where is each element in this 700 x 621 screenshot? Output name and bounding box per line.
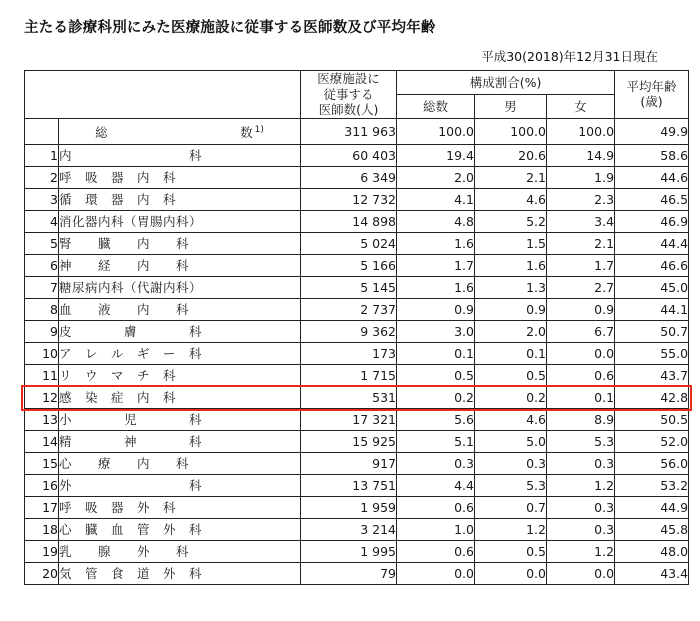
row-label: 神 経 内 科 xyxy=(59,255,301,277)
row-number: 14 xyxy=(25,431,59,453)
table-row xyxy=(25,453,689,475)
table-row xyxy=(25,145,689,167)
cell-average-age: 43.4 xyxy=(615,563,689,585)
cell-ratio-total: 5.6 xyxy=(397,409,475,431)
cell-average-age: 50.7 xyxy=(615,321,689,343)
header-blank-corner xyxy=(25,71,301,119)
table-row xyxy=(25,211,689,233)
cell-ratio-total: 1.0 xyxy=(397,519,475,541)
table-row xyxy=(25,277,689,299)
cell-doctors: 13 751 xyxy=(301,475,397,497)
table-row xyxy=(25,233,689,255)
cell-ratio-total: 100.0 xyxy=(397,118,475,144)
header-doctors-line2: 従事する xyxy=(323,86,374,102)
cell-average-age: 45.8 xyxy=(615,519,689,541)
header-ratio-total: 総数 xyxy=(397,94,475,118)
cell-average-age: 55.0 xyxy=(615,343,689,365)
cell-ratio-female: 5.3 xyxy=(547,431,615,453)
row-number: 6 xyxy=(25,255,59,277)
cell-doctors: 12 732 xyxy=(301,189,397,211)
header-doctors-line3: 医師数(人) xyxy=(318,102,379,118)
cell-average-age: 48.0 xyxy=(615,541,689,563)
row-label: 呼 吸 器 外 科 xyxy=(59,497,301,519)
table-body xyxy=(25,118,689,584)
cell-ratio-male: 1.3 xyxy=(475,277,547,299)
header-ratio-group: 構成割合(%) xyxy=(397,71,615,95)
row-number: 9 xyxy=(25,321,59,343)
as-of-date: 平成30(2018)年12月31日現在 xyxy=(481,49,658,64)
row-label: 心 臓 血 管 外 科 xyxy=(59,519,301,541)
page-title: 主たる診療科別にみた医療施設に従事する医師数及び平均年齢 xyxy=(24,20,436,36)
row-label: 皮 膚 科 xyxy=(59,321,301,343)
table-header xyxy=(25,71,689,119)
cell-ratio-total: 0.5 xyxy=(397,365,475,387)
cell-average-age: 52.0 xyxy=(615,431,689,453)
row-number: 2 xyxy=(25,167,59,189)
cell-ratio-female: 1.9 xyxy=(547,167,615,189)
statistics-table xyxy=(24,70,689,585)
cell-average-age: 45.0 xyxy=(615,277,689,299)
header-doctors xyxy=(301,71,397,119)
cell-doctors: 531 xyxy=(301,387,397,409)
cell-average-age: 44.4 xyxy=(615,233,689,255)
header-ratio-female: 女 xyxy=(547,94,615,118)
cell-average-age: 46.6 xyxy=(615,255,689,277)
row-label: 内 科 xyxy=(59,145,301,167)
row-number: 17 xyxy=(25,497,59,519)
row-label: 心 療 内 科 xyxy=(59,453,301,475)
row-number: 18 xyxy=(25,519,59,541)
cell-ratio-female: 2.7 xyxy=(547,277,615,299)
cell-ratio-female: 0.0 xyxy=(547,563,615,585)
cell-doctors: 1 959 xyxy=(301,497,397,519)
cell-doctors: 917 xyxy=(301,453,397,475)
cell-doctors: 311 963 xyxy=(301,118,397,144)
cell-ratio-total: 0.2 xyxy=(397,387,475,409)
cell-ratio-female: 0.3 xyxy=(547,453,615,475)
cell-average-age: 46.5 xyxy=(615,189,689,211)
cell-ratio-female: 0.3 xyxy=(547,497,615,519)
row-number: 7 xyxy=(25,277,59,299)
cell-ratio-male: 100.0 xyxy=(475,118,547,144)
row-label: ア レ ル ギ ー 科 xyxy=(59,343,301,365)
cell-ratio-total: 0.6 xyxy=(397,497,475,519)
table-row-total xyxy=(25,118,689,144)
row-number: 15 xyxy=(25,453,59,475)
table-row xyxy=(25,541,689,563)
cell-doctors: 5 166 xyxy=(301,255,397,277)
cell-ratio-male: 5.2 xyxy=(475,211,547,233)
cell-doctors: 79 xyxy=(301,563,397,585)
cell-ratio-total: 4.8 xyxy=(397,211,475,233)
cell-ratio-total: 0.1 xyxy=(397,343,475,365)
row-label: 血 液 内 科 xyxy=(59,299,301,321)
row-label: 呼 吸 器 内 科 xyxy=(59,167,301,189)
row-number: 16 xyxy=(25,475,59,497)
row-label: 小 児 科 xyxy=(59,409,301,431)
table-row xyxy=(25,431,689,453)
cell-ratio-female: 1.2 xyxy=(547,475,615,497)
row-label: 循 環 器 内 科 xyxy=(59,189,301,211)
cell-average-age: 53.2 xyxy=(615,475,689,497)
row-label: 腎 臓 内 科 xyxy=(59,233,301,255)
row-label: 外 科 xyxy=(59,475,301,497)
cell-ratio-total: 2.0 xyxy=(397,167,475,189)
table-row xyxy=(25,387,689,409)
cell-doctors: 60 403 xyxy=(301,145,397,167)
row-label: 気 管 食 道 外 科 xyxy=(59,563,301,585)
cell-ratio-male: 0.2 xyxy=(475,387,547,409)
table-row xyxy=(25,409,689,431)
row-number: 4 xyxy=(25,211,59,233)
cell-ratio-total: 1.6 xyxy=(397,277,475,299)
cell-average-age: 44.9 xyxy=(615,497,689,519)
cell-ratio-male: 20.6 xyxy=(475,145,547,167)
cell-ratio-female: 0.6 xyxy=(547,365,615,387)
row-number xyxy=(25,118,59,144)
row-label: 糖尿病内科（代謝内科） xyxy=(59,277,301,299)
cell-doctors: 1 715 xyxy=(301,365,397,387)
row-number: 12 xyxy=(25,387,59,409)
header-age-line2: (歳) xyxy=(640,94,663,110)
cell-ratio-female: 0.0 xyxy=(547,343,615,365)
cell-ratio-total: 1.6 xyxy=(397,233,475,255)
cell-ratio-female: 2.1 xyxy=(547,233,615,255)
cell-ratio-male: 1.2 xyxy=(475,519,547,541)
cell-ratio-female: 100.0 xyxy=(547,118,615,144)
cell-average-age: 44.1 xyxy=(615,299,689,321)
header-average-age xyxy=(615,71,689,119)
header-ratio-male: 男 xyxy=(475,94,547,118)
cell-ratio-female: 0.9 xyxy=(547,299,615,321)
cell-ratio-male: 0.0 xyxy=(475,563,547,585)
cell-ratio-male: 0.1 xyxy=(475,343,547,365)
cell-ratio-male: 4.6 xyxy=(475,189,547,211)
cell-ratio-total: 3.0 xyxy=(397,321,475,343)
cell-doctors: 5 024 xyxy=(301,233,397,255)
cell-ratio-total: 0.9 xyxy=(397,299,475,321)
cell-ratio-male: 0.7 xyxy=(475,497,547,519)
cell-ratio-female: 14.9 xyxy=(547,145,615,167)
cell-average-age: 43.7 xyxy=(615,365,689,387)
cell-ratio-total: 4.1 xyxy=(397,189,475,211)
cell-ratio-total: 1.7 xyxy=(397,255,475,277)
cell-ratio-female: 0.3 xyxy=(547,519,615,541)
row-number: 19 xyxy=(25,541,59,563)
cell-ratio-female: 3.4 xyxy=(547,211,615,233)
cell-doctors: 17 321 xyxy=(301,409,397,431)
cell-ratio-total: 0.3 xyxy=(397,453,475,475)
cell-doctors: 1 995 xyxy=(301,541,397,563)
cell-average-age: 44.6 xyxy=(615,167,689,189)
header-age-line1: 平均年齢 xyxy=(626,78,677,94)
cell-ratio-female: 0.1 xyxy=(547,387,615,409)
row-number: 5 xyxy=(25,233,59,255)
cell-ratio-total: 5.1 xyxy=(397,431,475,453)
row-number: 1 xyxy=(25,145,59,167)
cell-average-age: 50.5 xyxy=(615,409,689,431)
cell-doctors: 6 349 xyxy=(301,167,397,189)
cell-ratio-male: 1.5 xyxy=(475,233,547,255)
cell-ratio-female: 2.3 xyxy=(547,189,615,211)
table-row xyxy=(25,497,689,519)
row-number: 20 xyxy=(25,563,59,585)
cell-ratio-male: 1.6 xyxy=(475,255,547,277)
table-row xyxy=(25,189,689,211)
row-label: 総 数$^{1)}$ xyxy=(59,118,301,144)
cell-ratio-male: 0.9 xyxy=(475,299,547,321)
row-label: 感 染 症 内 科 xyxy=(59,387,301,409)
cell-ratio-male: 0.3 xyxy=(475,453,547,475)
cell-doctors: 173 xyxy=(301,343,397,365)
cell-average-age: 42.8 xyxy=(615,387,689,409)
cell-doctors: 3 214 xyxy=(301,519,397,541)
table-row xyxy=(25,475,689,497)
row-number: 13 xyxy=(25,409,59,431)
table-row xyxy=(25,299,689,321)
cell-average-age: 56.0 xyxy=(615,453,689,475)
table-row xyxy=(25,255,689,277)
row-number: 10 xyxy=(25,343,59,365)
cell-ratio-total: 0.6 xyxy=(397,541,475,563)
cell-average-age: 58.6 xyxy=(615,145,689,167)
cell-average-age: 49.9 xyxy=(615,118,689,144)
cell-doctors: 15 925 xyxy=(301,431,397,453)
cell-ratio-female: 1.7 xyxy=(547,255,615,277)
row-number: 8 xyxy=(25,299,59,321)
cell-ratio-male: 5.0 xyxy=(475,431,547,453)
row-number: 11 xyxy=(25,365,59,387)
cell-ratio-total: 19.4 xyxy=(397,145,475,167)
table-row xyxy=(25,365,689,387)
cell-ratio-total: 0.0 xyxy=(397,563,475,585)
table-row xyxy=(25,563,689,585)
row-label: リ ウ マ チ 科 xyxy=(59,365,301,387)
table-row xyxy=(25,167,689,189)
header-doctors-line1: 医療施設に xyxy=(317,71,380,86)
cell-ratio-male: 5.3 xyxy=(475,475,547,497)
cell-ratio-male: 2.1 xyxy=(475,167,547,189)
cell-ratio-male: 0.5 xyxy=(475,541,547,563)
cell-ratio-female: 1.2 xyxy=(547,541,615,563)
table-row xyxy=(25,321,689,343)
cell-ratio-female: 6.7 xyxy=(547,321,615,343)
cell-ratio-male: 4.6 xyxy=(475,409,547,431)
row-label: 消化器内科（胃腸内科） xyxy=(59,211,301,233)
row-label: 乳 腺 外 科 xyxy=(59,541,301,563)
cell-average-age: 46.9 xyxy=(615,211,689,233)
cell-ratio-female: 8.9 xyxy=(547,409,615,431)
cell-ratio-male: 0.5 xyxy=(475,365,547,387)
cell-doctors: 9 362 xyxy=(301,321,397,343)
table-row xyxy=(25,519,689,541)
cell-ratio-male: 2.0 xyxy=(475,321,547,343)
row-label: 精 神 科 xyxy=(59,431,301,453)
cell-ratio-total: 4.4 xyxy=(397,475,475,497)
cell-doctors: 14 898 xyxy=(301,211,397,233)
cell-doctors: 5 145 xyxy=(301,277,397,299)
row-number: 3 xyxy=(25,189,59,211)
cell-doctors: 2 737 xyxy=(301,299,397,321)
table-row xyxy=(25,343,689,365)
